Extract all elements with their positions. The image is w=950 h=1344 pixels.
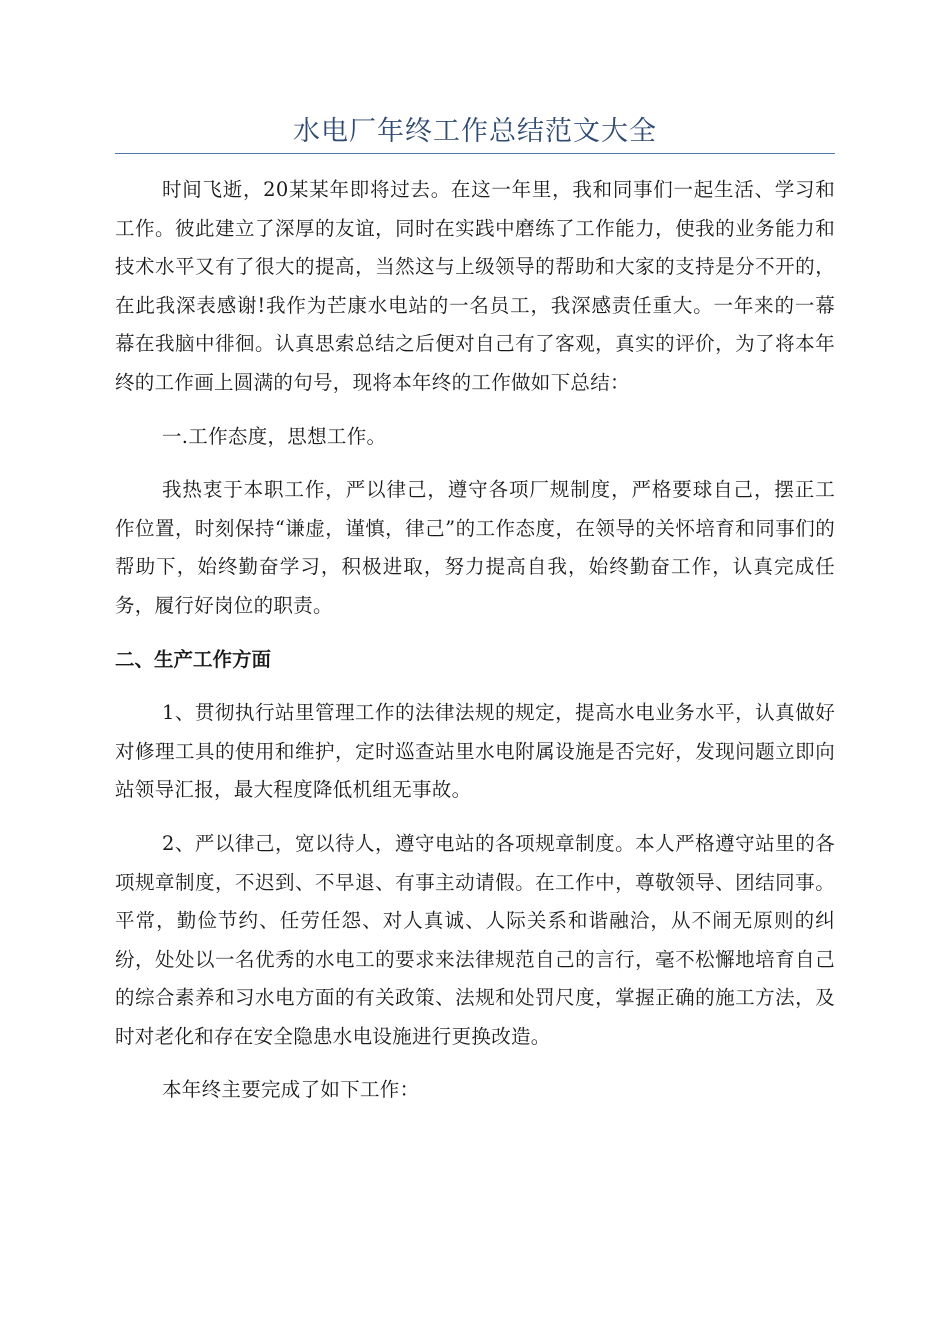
document-title: 水电厂年终工作总结范文大全 (293, 116, 657, 147)
paragraph-completed-work: 本年终主要完成了如下工作： (162, 1078, 420, 1102)
document-body (115, 171, 835, 1125)
paragraph-section-one-heading: 一.工作态度，思想工作。 (162, 424, 387, 448)
paragraph-work-attitude: 我热衷于本职工作，严以律己，遵守各项厂规制度，严格要球自己，摆正工作位置，时刻保持“谦虚，谨慎，律己”的工作态度，在领导的关怀培育和同事们的帮助下，始终勤奋学习，积极进取，努力提高自我，始终勤奋工作，认真完成任务，履行好岗位的职责。 (115, 478, 835, 617)
paragraph-item-1: 1、贯彻执行站里管理工作的法律法规的规定，提高水电业务水平，认真做好对修理工具的使用和维护，定时巡查站里水电附属设施是否完好，发现问题立即向站领导汇报，最大程度降低机组无事故。 (115, 701, 835, 802)
title-underline (115, 153, 835, 154)
paragraph-item-2: 2、严以律己，宽以待人，遵守电站的各项规章制度。本人严格遵守站里的各项规章制度，不迟到、不早退、有事主动请假。在工作中，尊敬领导、团结同事。平常，勤俭节约、任劳任怨、对人真诚、人际关系和谐融洽，从不闹无原则的纠纷，处处以一名优秀的水电工的要求来法律规范自己的言行，毫不松懈地培育自己的综合素养和习水电方面的有关政策、法规和处罚尺度，掌握正确的施工方法，及时对老化和存在安全隐患水电设施进行更换改造。 (115, 831, 835, 1048)
section-heading-production: 二、生产工作方面 (115, 647, 272, 671)
paragraph-intro: 时间飞逝，20某某年即将过去。在这一年里，我和同事们一起生活、学习和工作。彼此建立了深厚的友谊，同时在实践中磨练了工作能力，使我的业务能力和技术水平又有了很大的提高，当然这与上级领导的帮助和大家的支持是分不开的，在此我深表感谢!我作为芒康水电站的一名员工，我深感责任重大。一年来的一幕幕在我脑中徘徊。认真思索总结之后便对自己有了客观，真实的评价，为了将本年终的工作画上圆满的句号，现将本年终的工作做如下总结： (115, 178, 835, 394)
